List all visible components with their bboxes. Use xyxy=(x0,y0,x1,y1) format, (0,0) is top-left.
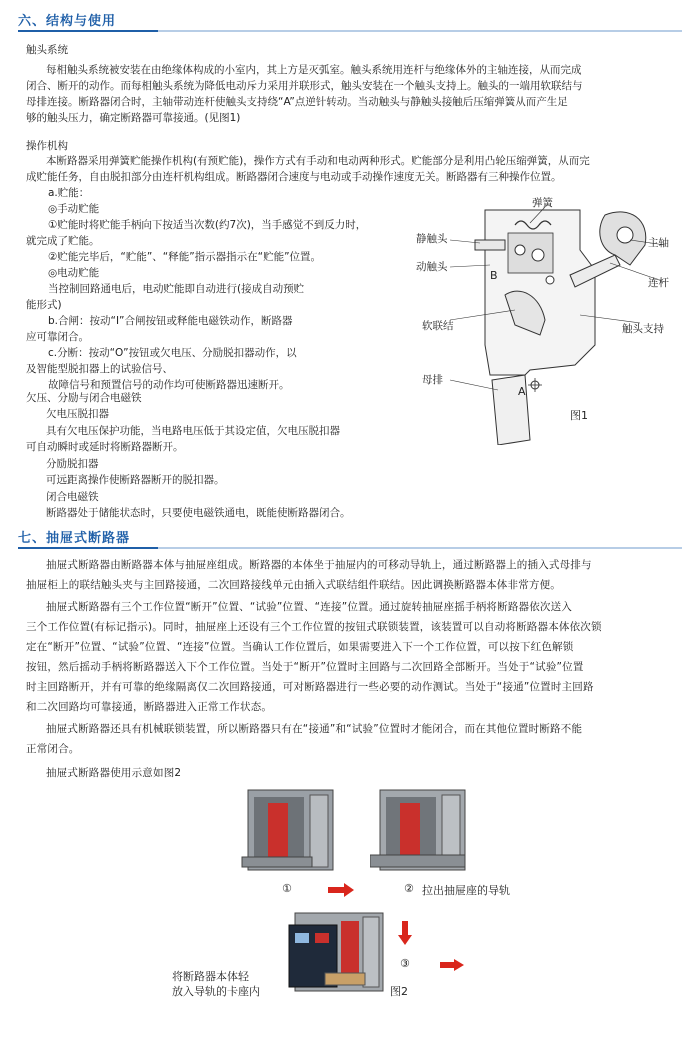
mechanism-heading: 操作机构 xyxy=(26,140,68,152)
text-line: 及智能型脱扣器上的试验信号、 xyxy=(26,363,173,375)
arrow-right-icon xyxy=(328,883,354,897)
text-line: 按钮，然后摇动手柄将断路器送入下个工作位置。当处于“断开”位置时主回路与二次回路全部断开。当处于“试验”位置 xyxy=(26,661,584,673)
label-point-b: B xyxy=(490,269,498,282)
step-2-text: 拉出抽屉座的导轨 xyxy=(422,884,510,897)
text-line: 成贮能任务，自由脱扣部分由连杆机构组成。断路器闭合速度与电动或手动操作速度无关。断路器有三种操作位置。 xyxy=(26,171,562,183)
label-soft-link: 软联结 xyxy=(422,320,454,332)
text-line: 可自动瞬时或延时将断路器断开。 xyxy=(26,441,184,453)
figure-2-caption: 图2 xyxy=(390,985,408,998)
text-line: ◎电动贮能 xyxy=(48,267,100,279)
text-line: 定在“断开”位置、“试验”位置、“连接”位置。当确认工作位置后，如果需要进入下一个工作位置，可以按下红色解锁 xyxy=(26,641,574,653)
text-line: 抽屉柜上的联结触头夹与主回路接通，二次回路接线单元由插入式联结组件联结。因此调换断路器本体非常方便。 xyxy=(26,579,561,591)
text-line: 断路器处于储能状态时，只要使电磁铁通电，既能使断路器闭合。 xyxy=(46,507,351,519)
drawer-photo-1 xyxy=(240,785,340,880)
text-line: 当控制回路通电后，电动贮能即自动进行(接成自动预贮 xyxy=(48,283,305,295)
text-line: ◎手动贮能 xyxy=(48,203,100,215)
text-line: 和二次回路均可靠接通，断路器进入正常工作状态。 xyxy=(26,701,273,713)
text-line: 分励脱扣器 xyxy=(46,457,99,470)
step-3-number: ③ xyxy=(400,957,410,970)
text-line: 应可靠闭合。 xyxy=(26,331,89,343)
step-3-text-line-2: 放入导轨的卡座内 xyxy=(172,985,260,998)
arrow-down-icon xyxy=(398,921,412,945)
release-text xyxy=(26,406,426,522)
label-static-contact: 静触头 xyxy=(416,233,448,245)
section-6-title: 六、结构与使用 xyxy=(18,14,117,29)
drawer-text xyxy=(26,555,686,783)
label-link-rod: 连杆 xyxy=(648,277,669,289)
text-line: 可远距离操作使断路器断开的脱扣器。 xyxy=(46,474,225,486)
text-line: 能形式) xyxy=(26,299,62,311)
arrow-right-icon xyxy=(440,959,464,971)
text-line: 母排连接。断路器闭合时，主轴带动连杆使触头支持绕“A”点逆针转动。当动触头与静触头接触后压缩弹簧从而产生足 xyxy=(26,96,568,108)
step-1-number: ① xyxy=(282,882,292,895)
contact-system-heading: 触头系统 xyxy=(26,44,68,56)
figure-2-intro: 抽屉式断路器使用示意如图2 xyxy=(46,767,182,779)
text-line: 时主回路断开，并有可靠的绝缘隔离仅二次回路接通，可对断路器进行一些必要的动作测试。当处于“接通”位置时主回路 xyxy=(26,681,594,693)
text-line: 闭合电磁铁 xyxy=(46,490,99,503)
text-line: b.合闸：按动“I”合闸按钮或释能电磁铁动作，断路器 xyxy=(48,315,293,327)
section-6-divider xyxy=(18,30,682,32)
label-spring: 弹簧 xyxy=(532,197,553,209)
text-line: c.分断：按动“O”按钮或欠电压、分励脱扣器动作，以 xyxy=(48,347,297,359)
text-line: a.贮能： xyxy=(48,187,90,199)
text-line: ①贮能时将贮能手柄向下按适当次数(约7次)，当手感觉不到反力时， xyxy=(48,219,367,231)
text-line: 抽屉式断路器由断路器本体与抽屉座组成。断路器的本体坐于抽屉内的可移动导轨上，通过断路器上的插入式母排与 xyxy=(46,559,592,571)
label-main-shaft: 主轴 xyxy=(648,237,669,249)
text-line: 抽屉式断路器还具有机械联锁装置，所以断路器只有在“接通”和“试验”位置时才能闭合，而在其他位置时断路不能 xyxy=(46,723,583,735)
text-line: 故障信号和预置信号的动作均可使断路器迅速断开。 xyxy=(48,379,290,391)
figure-2 xyxy=(160,785,600,1045)
text-line: 欠电压脱扣器 xyxy=(46,408,109,420)
text-line: 正常闭合。 xyxy=(26,743,80,755)
text-line: 三个工作位置(有标记指示)。同时，抽屉座上还设有三个工作位置的按钮式联锁装置，该装置可以自动将断路器本体依次锁 xyxy=(26,621,602,633)
label-busbar: 母排 xyxy=(422,374,443,386)
text-line: 闭合、断开的动作。而每相触头系统为降低电动斥力采用并联形式，触头安装在一个触头支持上。触头的一端用软联结与 xyxy=(26,80,583,92)
step-2-number: ② xyxy=(404,882,414,895)
text-line: 就完成了贮能。 xyxy=(26,235,100,247)
section-7-divider xyxy=(18,547,682,549)
text-line: 抽屉式断路器有三个工作位置“断开”位置、“试验”位置、“连接”位置。通过旋转抽屉座摇手柄将断路器依次送入 xyxy=(46,601,573,613)
text-line: 每相触头系统被安装在由绝缘体构成的小室内，其上方是灭弧室。触头系统用连杆与绝缘体外的主轴连接，从而完成 xyxy=(46,64,582,76)
text-line: 具有欠电压保护功能，当电路电压低于其设定值，欠电压脱扣器 xyxy=(46,424,340,437)
drawer-photo-2 xyxy=(370,785,480,880)
label-contact-support: 触头支持 xyxy=(622,323,664,335)
release-heading: 欠压、分励与闭合电磁铁 xyxy=(26,392,142,404)
figure-1 xyxy=(416,195,690,445)
text-line: ②贮能完毕后，“贮能”、“释能”指示器指示在“贮能”位置。 xyxy=(48,251,322,263)
drawer-photo-3 xyxy=(285,903,390,998)
text-line: 够的触头压力，确定断路器可靠接通。(见图1) xyxy=(26,112,241,124)
text-line: 本断路器采用弹簧贮能操作机构(有预贮能)，操作方式有手动和电动两种形式。贮能部分是利用凸轮压缩弹簧，从而完 xyxy=(46,155,590,167)
contact-mechanism-diagram xyxy=(430,195,690,445)
step-3-text-line-1: 将断路器本体轻 xyxy=(172,970,249,983)
label-moving-contact: 动触头 xyxy=(416,261,448,273)
label-point-a: A xyxy=(518,385,526,398)
figure-1-caption: 图1 xyxy=(570,409,588,422)
section-7-title: 七、抽屉式断路器 xyxy=(18,531,131,546)
contact-system-text xyxy=(26,62,686,126)
